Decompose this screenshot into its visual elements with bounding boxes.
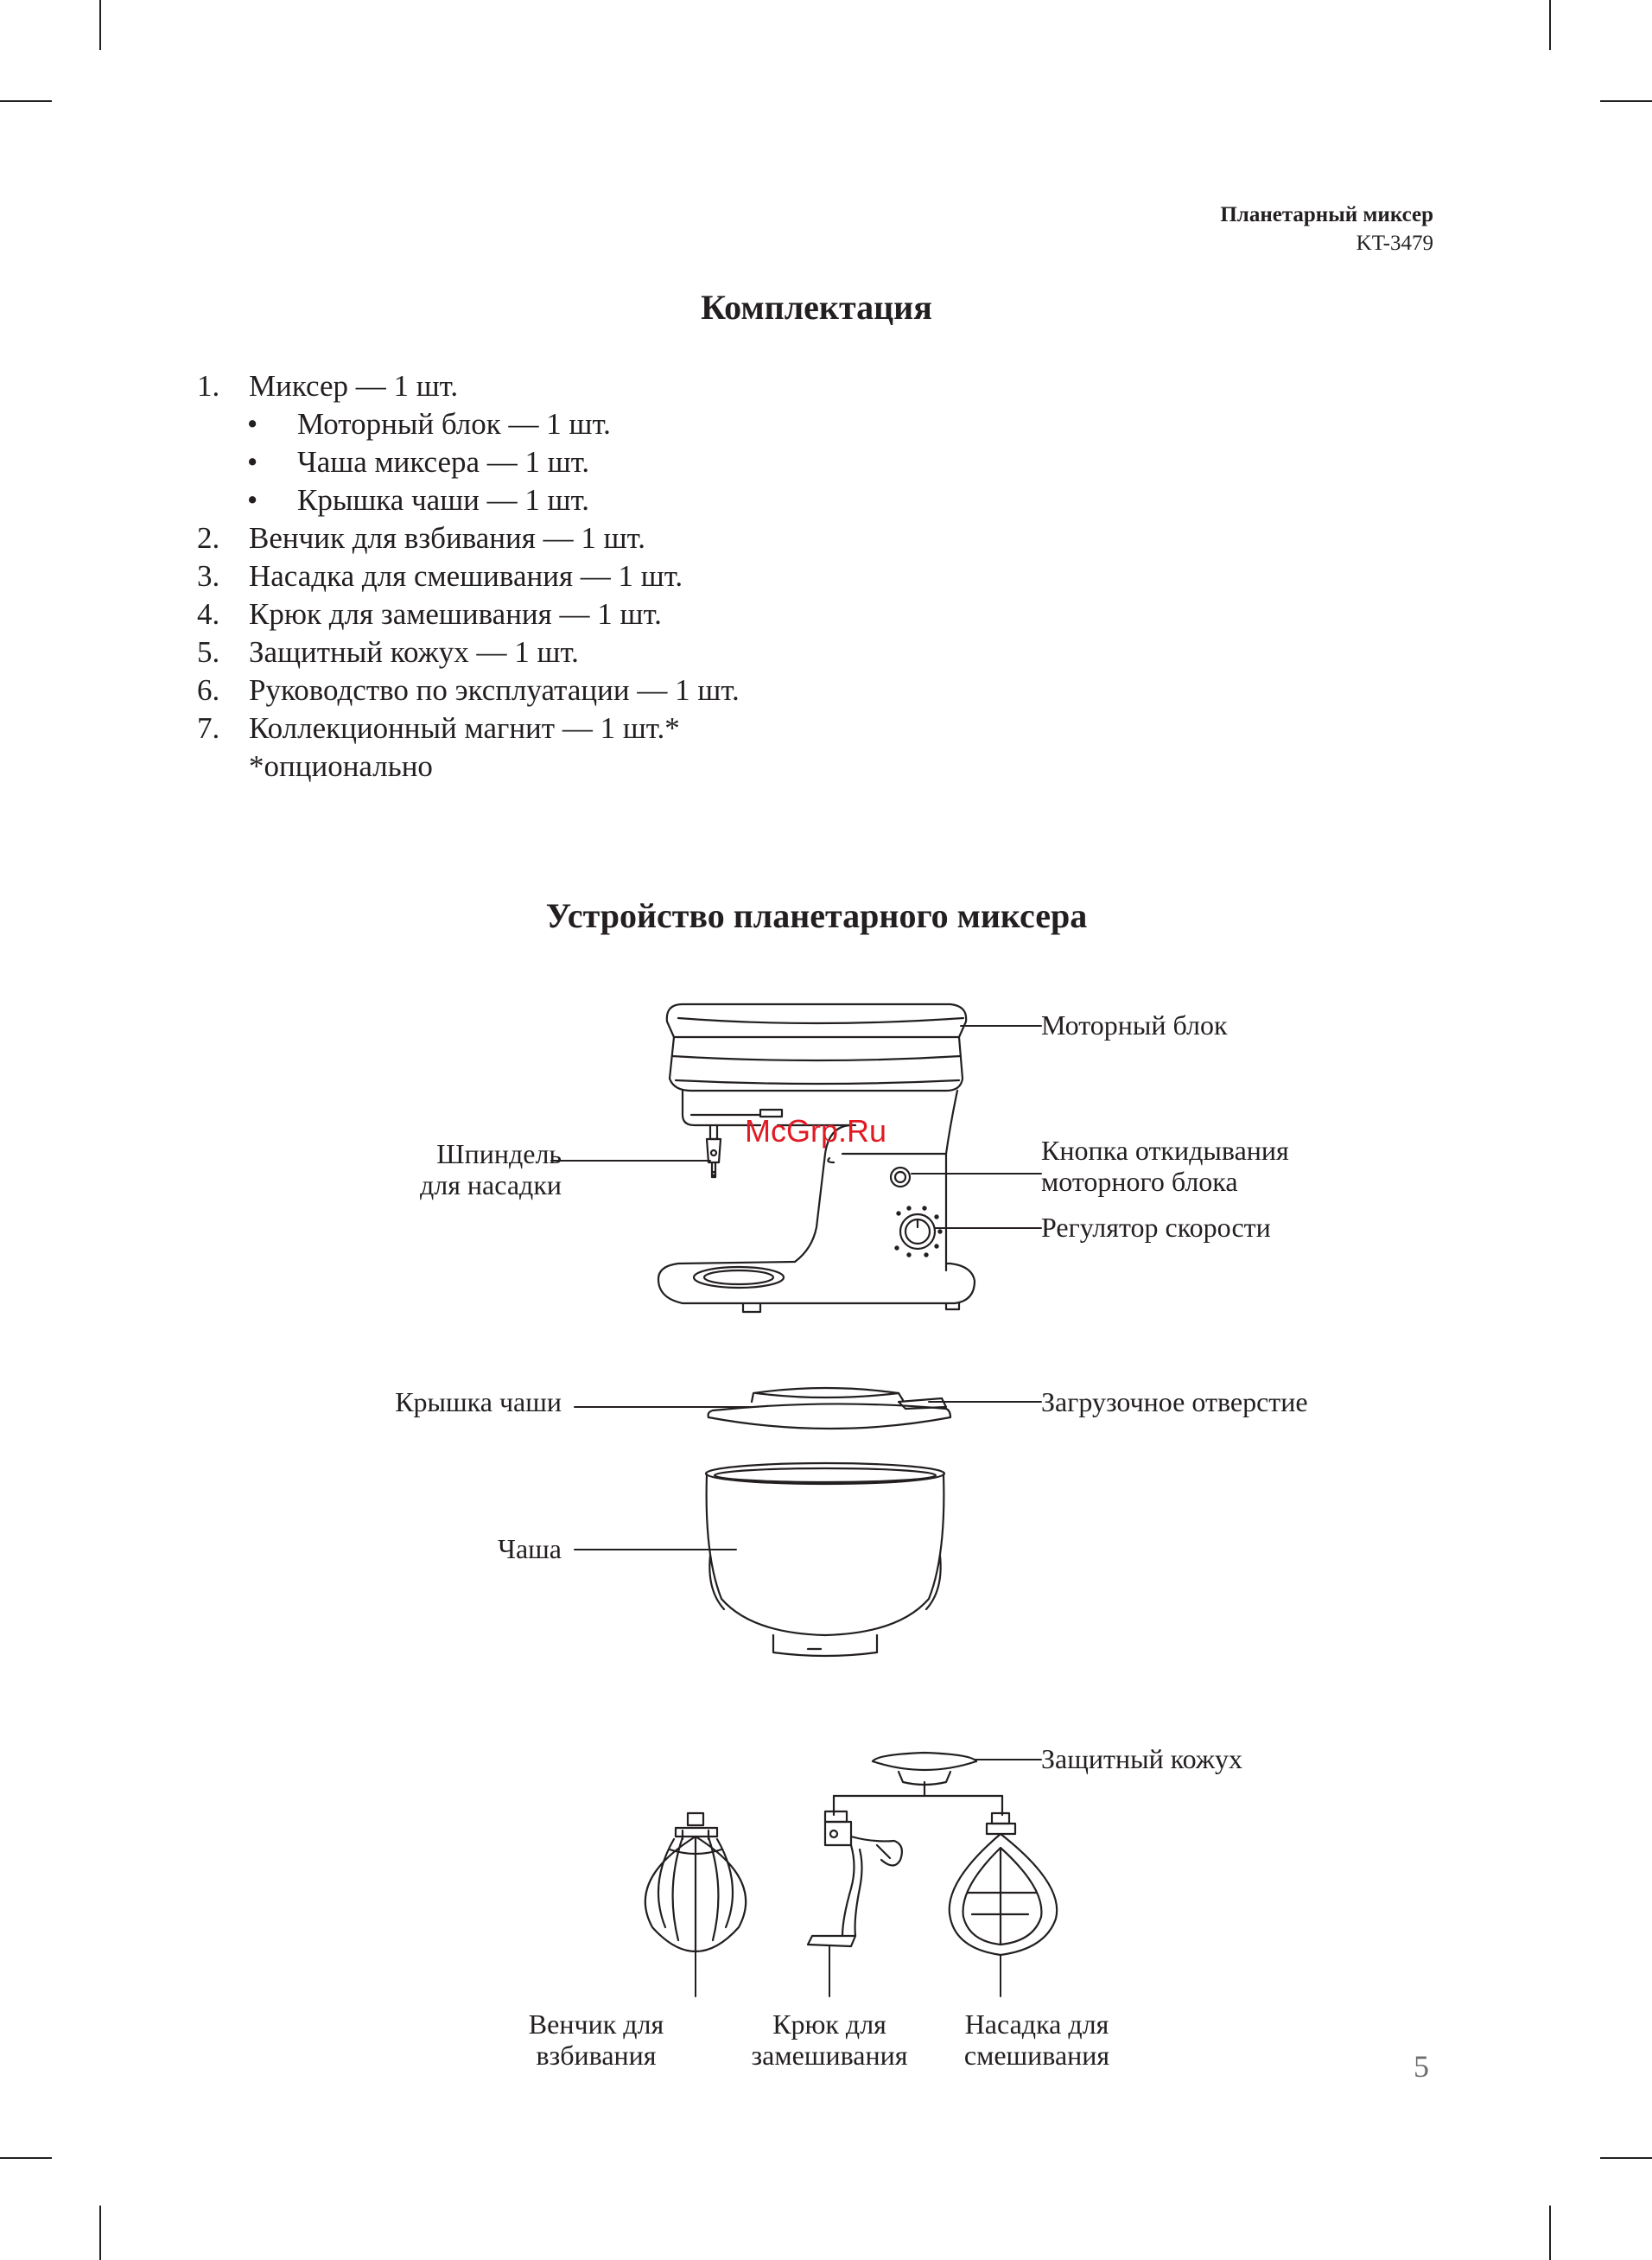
item-text: Крышка чаши — 1 шт.: [297, 483, 590, 517]
label-beater-line2: смешивания: [963, 2040, 1110, 2071]
hook-illustration: [808, 1811, 902, 1946]
product-title: Планетарный миксер: [1220, 203, 1433, 226]
label-speed-regulator: Регулятор скорости: [1041, 1212, 1271, 1243]
footnote-text: *опционально: [249, 749, 433, 783]
item-number: 5.: [197, 635, 220, 669]
item-text: Коллекционный магнит — 1 шт.*: [249, 711, 680, 745]
item-text: Защитный кожух — 1 шт.: [249, 635, 579, 669]
label-tilt-button-line2: моторного блока: [1041, 1166, 1238, 1197]
item-number: 2.: [197, 521, 220, 555]
item-number: 4.: [197, 597, 220, 631]
device-heading: Устройство планетарного миксера: [545, 896, 1088, 935]
contents-heading: Комплектация: [701, 288, 932, 327]
bowl-lid-illustration: [708, 1388, 950, 1429]
label-bowl: Чаша: [498, 1533, 562, 1564]
bullet: •: [247, 483, 258, 517]
leader-lines: [551, 1026, 1041, 1996]
whisk-illustration: [645, 1813, 746, 1951]
label-beater-line1: Насадка для: [964, 2009, 1109, 2040]
label-whisk-line2: взбивания: [536, 2040, 657, 2071]
bullet: •: [247, 407, 258, 441]
item-text: Крюк для замешивания — 1 шт.: [249, 597, 662, 631]
label-splash-guard: Защитный кожух: [1041, 1743, 1242, 1774]
label-spindle-line2: для насадки: [419, 1169, 562, 1200]
label-whisk-line1: Венчик для: [528, 2009, 664, 2040]
bracket-line: [834, 1796, 1002, 1815]
item-text: Чаша миксера — 1 шт.: [297, 445, 590, 479]
mixer-illustration: [658, 1004, 975, 1312]
beater-illustration: [950, 1813, 1057, 1955]
page-number: 5: [1414, 2049, 1429, 2084]
item-text: Моторный блок — 1 шт.: [297, 407, 611, 441]
item-number: 6.: [197, 673, 220, 707]
splash-guard-illustration: [873, 1753, 976, 1796]
bullet: •: [247, 445, 258, 479]
item-text: Руководство по эксплуатации — 1 шт.: [249, 673, 740, 707]
label-motor-block: Моторный блок: [1041, 1009, 1228, 1041]
label-loading-hole: Загрузочное отверстие: [1041, 1386, 1308, 1417]
item-number: 1.: [197, 369, 220, 403]
watermark: McGrp.Ru: [745, 1113, 887, 1149]
item-text: Насадка для смешивания — 1 шт.: [249, 559, 683, 593]
label-spindle-line1: Шпиндель: [436, 1138, 562, 1169]
item-text: Миксер — 1 шт.: [249, 369, 459, 403]
label-tilt-button-line1: Кнопка откидывания: [1041, 1135, 1289, 1166]
item-number: 3.: [197, 559, 220, 593]
label-bowl-lid: Крышка чаши: [395, 1386, 562, 1417]
label-hook-line2: замешивания: [751, 2040, 908, 2071]
item-text: Венчик для взбивания — 1 шт.: [249, 521, 645, 555]
bowl-illustration: [706, 1463, 944, 1656]
product-model: KT-3479: [1356, 232, 1433, 255]
item-number: 7.: [197, 711, 220, 745]
label-hook-line1: Крюк для: [772, 2009, 886, 2040]
